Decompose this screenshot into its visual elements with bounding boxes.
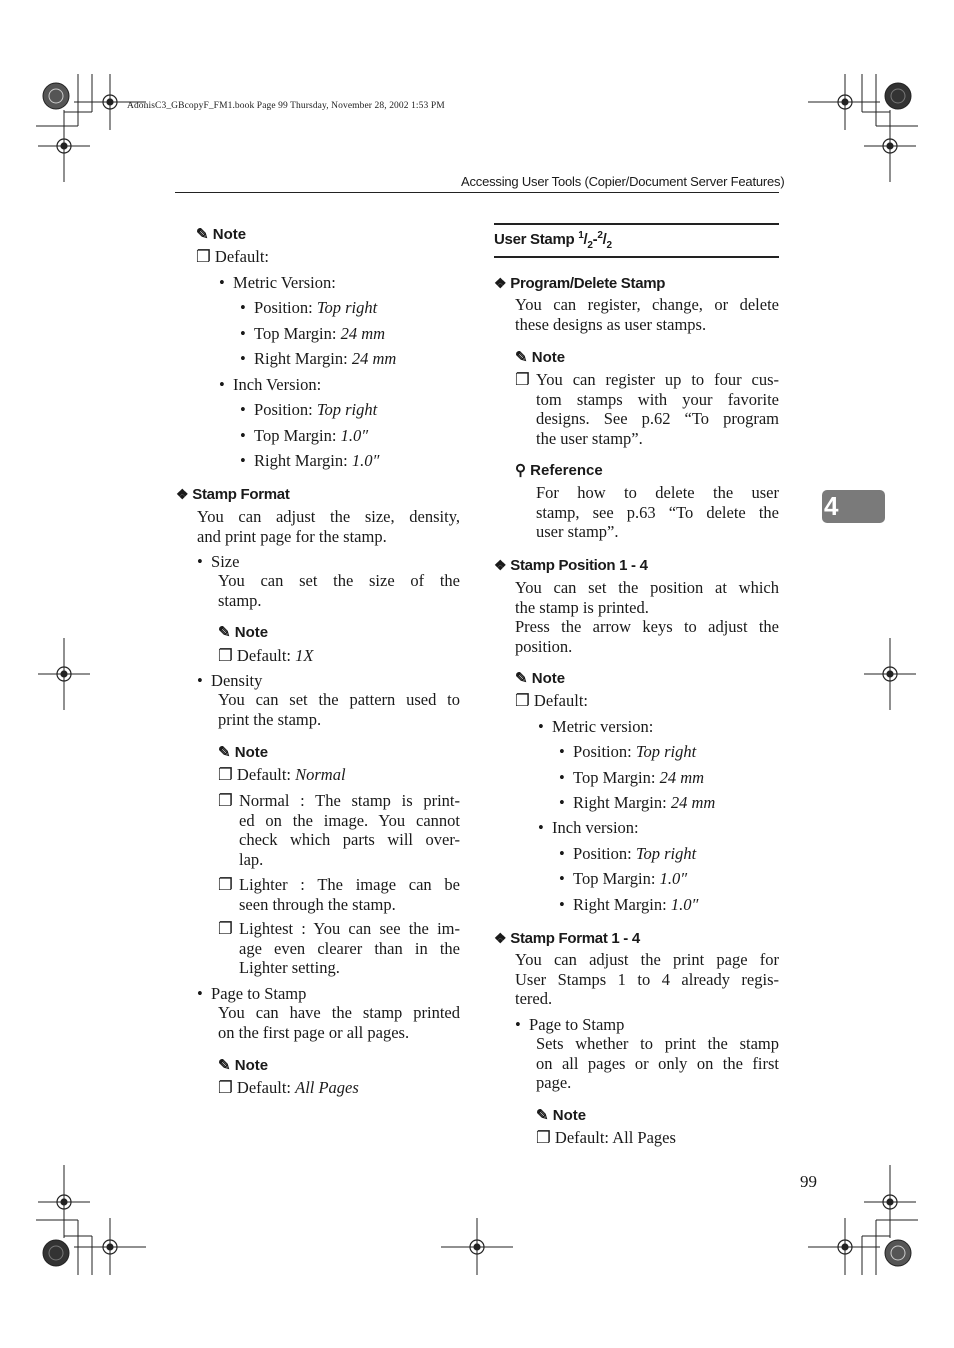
- list-key: Position:: [573, 742, 636, 761]
- list-key: Top Margin:: [573, 768, 660, 787]
- list-item: • Inch Version:: [219, 375, 322, 394]
- list-value: 1.0″: [670, 895, 699, 914]
- list-label: Page to Stamp: [529, 1015, 625, 1034]
- paragraph-line: page.: [536, 1073, 572, 1092]
- note-item: [536, 1128, 676, 1148]
- diamond-icon: ❖: [494, 557, 507, 573]
- paragraph: [218, 690, 460, 729]
- note-value: 1X: [295, 646, 314, 665]
- diamond-icon: ❖: [176, 486, 189, 502]
- pencil-icon: ✎: [515, 349, 528, 366]
- pencil-icon: ✎: [196, 226, 209, 243]
- chapter-tab: 4: [822, 490, 885, 523]
- paragraph-line: You can have the stamp printed: [218, 1003, 460, 1022]
- note-item: [218, 791, 460, 869]
- note-line: lap.: [239, 849, 264, 869]
- note-label: Note: [234, 1057, 269, 1074]
- reference-line: For how to delete the user: [536, 483, 779, 502]
- checkbox-icon: ❐: [515, 370, 530, 389]
- note-heading: [218, 623, 268, 641]
- paragraph-line: You can set the size of the: [218, 571, 460, 590]
- paragraph: [515, 950, 779, 1009]
- note-value: All Pages: [295, 1078, 359, 1097]
- paragraph-line: You can register, change, or delete: [515, 295, 779, 314]
- section-heading: [176, 486, 290, 503]
- magnifier-icon: ⚲: [515, 462, 526, 479]
- list-item: • Top Margin: 1.0″: [559, 869, 688, 888]
- list-value: 24 mm: [659, 768, 705, 787]
- checkbox-icon: ❐: [218, 791, 233, 810]
- pencil-icon: ✎: [218, 744, 231, 761]
- list-value: 24 mm: [351, 349, 397, 368]
- section-heading: [494, 275, 665, 292]
- note-line: ed on the image. You cannot: [239, 810, 460, 830]
- section-heading: [494, 557, 648, 574]
- list-item: • Density: [197, 671, 263, 690]
- note-value: Normal: [295, 765, 346, 784]
- note-line: Lighter : The image can be: [239, 875, 460, 894]
- page-number: 99: [800, 1172, 817, 1191]
- pencil-icon: ✎: [218, 624, 231, 641]
- note-heading: [536, 1106, 586, 1124]
- fraction-denominator: 2: [587, 240, 593, 251]
- note-text: Default:: [533, 691, 588, 710]
- paragraph: [536, 1034, 779, 1093]
- paragraph-line: these designs as user stamps.: [515, 314, 707, 334]
- list-label: Density: [211, 671, 263, 690]
- heading-text: Stamp Format 1 - 4: [510, 930, 640, 947]
- list-label: Page to Stamp: [211, 984, 307, 1003]
- paragraph-line: the stamp is printed.: [515, 597, 649, 617]
- paragraph-line: stamp.: [218, 590, 262, 610]
- list-item: • Right Margin: 1.0″: [559, 895, 699, 914]
- note-item: [218, 875, 460, 914]
- list-label: Metric version:: [552, 717, 654, 736]
- heading-text: Stamp Format: [192, 486, 290, 503]
- reference-text: [536, 483, 779, 542]
- list-value: Top right: [635, 844, 697, 863]
- paragraph: [218, 1003, 460, 1042]
- fraction-denominator: 2: [606, 240, 612, 251]
- note-line: age even clearer than in the: [239, 938, 460, 958]
- list-item: • Page to Stamp: [515, 1015, 625, 1034]
- heading-text: Stamp Position 1 - 4: [510, 557, 648, 574]
- list-item: • Top Margin: 1.0″: [240, 426, 369, 445]
- section-rule-top: [494, 223, 779, 225]
- running-head: Accessing User Tools (Copier/Document Server Features): [461, 174, 785, 189]
- diamond-icon: ❖: [494, 275, 507, 291]
- list-key: Right Margin:: [573, 793, 671, 812]
- checkbox-icon: ❐: [218, 919, 233, 938]
- list-item: • Position: Top right: [240, 298, 378, 317]
- pencil-icon: ✎: [515, 670, 528, 687]
- paragraph-line: You can adjust the print page for: [515, 950, 779, 969]
- paragraph-line: print the stamp.: [218, 709, 322, 729]
- list-label: Inch version:: [552, 818, 639, 837]
- note-key: Default:: [236, 1078, 296, 1097]
- note-heading: [515, 669, 565, 687]
- crop-info-text: AdonisC3_GBcopyF_FM1.book Page 99 Thursday, November 28, 2002 1:53 PM: [127, 101, 445, 111]
- paragraph-line: You can set the pattern used to: [218, 690, 460, 709]
- list-item: • Right Margin: 24 mm: [559, 793, 716, 812]
- note-key: Default:: [236, 765, 296, 784]
- list-key: Right Margin:: [254, 349, 352, 368]
- list-item: • Metric version:: [538, 717, 654, 736]
- paragraph-line: Sets whether to print the stamp: [536, 1034, 779, 1053]
- pencil-icon: ✎: [218, 1057, 231, 1074]
- note-heading: [196, 225, 246, 243]
- fraction-numerator: 2: [597, 230, 603, 241]
- note-line: seen through the stamp.: [239, 894, 396, 914]
- list-item: • Metric Version:: [219, 273, 336, 292]
- reference-heading: [515, 461, 603, 479]
- pencil-icon: ✎: [536, 1107, 549, 1124]
- list-label: Size: [211, 552, 240, 571]
- note-item: [515, 691, 588, 711]
- paragraph-line: position.: [515, 636, 573, 656]
- list-key: Right Margin:: [573, 895, 671, 914]
- paragraph-line: User Stamps 1 to 4 already regis-: [515, 969, 779, 989]
- paragraph: [515, 295, 779, 334]
- paragraph: [218, 571, 460, 610]
- list-label: Inch Version:: [233, 375, 322, 394]
- checkbox-icon: ❐: [218, 646, 233, 665]
- note-line: the user stamp”.: [536, 428, 643, 448]
- list-item: • Position: Top right: [559, 844, 697, 863]
- checkbox-icon: ❐: [218, 1078, 233, 1097]
- heading-text: Program/Delete Stamp: [510, 275, 666, 292]
- list-item: • Top Margin: 24 mm: [240, 324, 386, 343]
- note-label: Note: [212, 226, 247, 243]
- list-value: 1.0″: [351, 451, 380, 470]
- note-key: Default:: [236, 646, 296, 665]
- list-value: Top right: [316, 298, 378, 317]
- note-label: Note: [234, 624, 269, 641]
- list-key: Top Margin:: [573, 869, 660, 888]
- list-key: Position:: [573, 844, 636, 863]
- checkbox-icon: ❐: [196, 247, 211, 266]
- paragraph-line: on the first page or all pages.: [218, 1022, 410, 1042]
- reference-line: stamp, see p.63 “To delete the: [536, 502, 779, 522]
- note-label: Note: [552, 1107, 587, 1124]
- note-text: Default:: [214, 247, 269, 266]
- list-item: • Position: Top right: [559, 742, 697, 761]
- note-item: [218, 1078, 359, 1098]
- list-key: Position:: [254, 400, 317, 419]
- checkbox-icon: ❐: [515, 691, 530, 710]
- header-rule: [175, 192, 779, 193]
- paragraph-line: You can adjust the size, density,: [197, 507, 460, 526]
- checkbox-icon: ❐: [218, 765, 233, 784]
- list-item: • Inch version:: [538, 818, 639, 837]
- note-line: Normal : The stamp is print-: [239, 791, 460, 810]
- reference-line: user stamp”.: [536, 522, 619, 541]
- paragraph-line: on all pages or only on the first: [536, 1053, 779, 1073]
- note-label: Note: [234, 744, 269, 761]
- list-value: Top right: [635, 742, 697, 761]
- paragraph-line: tered.: [515, 989, 553, 1008]
- checkbox-icon: ❐: [218, 875, 233, 894]
- note-line: You can register up to four cus-: [536, 370, 779, 389]
- fraction-numerator: 1: [578, 230, 584, 241]
- list-key: Right Margin:: [254, 451, 352, 470]
- note-line: designs. See p.62 “To program: [536, 409, 779, 428]
- list-value: Top right: [316, 400, 378, 419]
- reference-label: Reference: [530, 462, 603, 479]
- list-item: • Right Margin: 1.0″: [240, 451, 380, 470]
- note-text: Default: All Pages: [554, 1128, 676, 1147]
- list-value: 24 mm: [340, 324, 386, 343]
- paragraph: [197, 507, 460, 546]
- note-heading: [515, 348, 565, 366]
- note-item: [196, 247, 269, 267]
- list-value: 24 mm: [670, 793, 716, 812]
- note-label: Note: [531, 349, 566, 366]
- note-heading: [218, 743, 268, 761]
- note-line: Lightest : You can see the im-: [239, 919, 460, 938]
- note-item: [218, 646, 313, 666]
- section-title-text: User Stamp: [494, 231, 575, 248]
- section-title: User Stamp $^1/_2-^2/_2$: [494, 230, 612, 251]
- list-item: • Right Margin: 24 mm: [240, 349, 397, 368]
- list-label: Metric Version:: [233, 273, 336, 292]
- section-rule-bottom: [494, 256, 779, 258]
- note-label: Note: [531, 670, 566, 687]
- note-item: [218, 765, 346, 785]
- note-line: check which parts will over-: [239, 830, 460, 849]
- diamond-icon: ❖: [494, 930, 507, 946]
- list-item: • Position: Top right: [240, 400, 378, 419]
- note-line: tom stamps with your favorite: [536, 389, 779, 409]
- checkbox-icon: ❐: [536, 1128, 551, 1147]
- section-heading: [494, 930, 640, 947]
- paragraph-line: and print page for the stamp.: [197, 526, 387, 546]
- list-item: • Top Margin: 24 mm: [559, 768, 705, 787]
- paragraph: [515, 578, 779, 656]
- list-key: Top Margin:: [254, 426, 341, 445]
- list-value: 1.0″: [659, 869, 688, 888]
- list-value: 1.0″: [340, 426, 369, 445]
- list-key: Position:: [254, 298, 317, 317]
- note-item: [515, 370, 779, 448]
- note-item: [218, 919, 460, 978]
- note-line: Lighter setting.: [239, 958, 340, 977]
- note-heading: [218, 1056, 268, 1074]
- list-item: • Size: [197, 552, 240, 571]
- fraction-separator: -: [592, 231, 598, 248]
- list-key: Top Margin:: [254, 324, 341, 343]
- list-item: • Page to Stamp: [197, 984, 307, 1003]
- paragraph-line: You can set the position at which: [515, 578, 779, 597]
- paragraph-line: Press the arrow keys to adjust the: [515, 617, 779, 636]
